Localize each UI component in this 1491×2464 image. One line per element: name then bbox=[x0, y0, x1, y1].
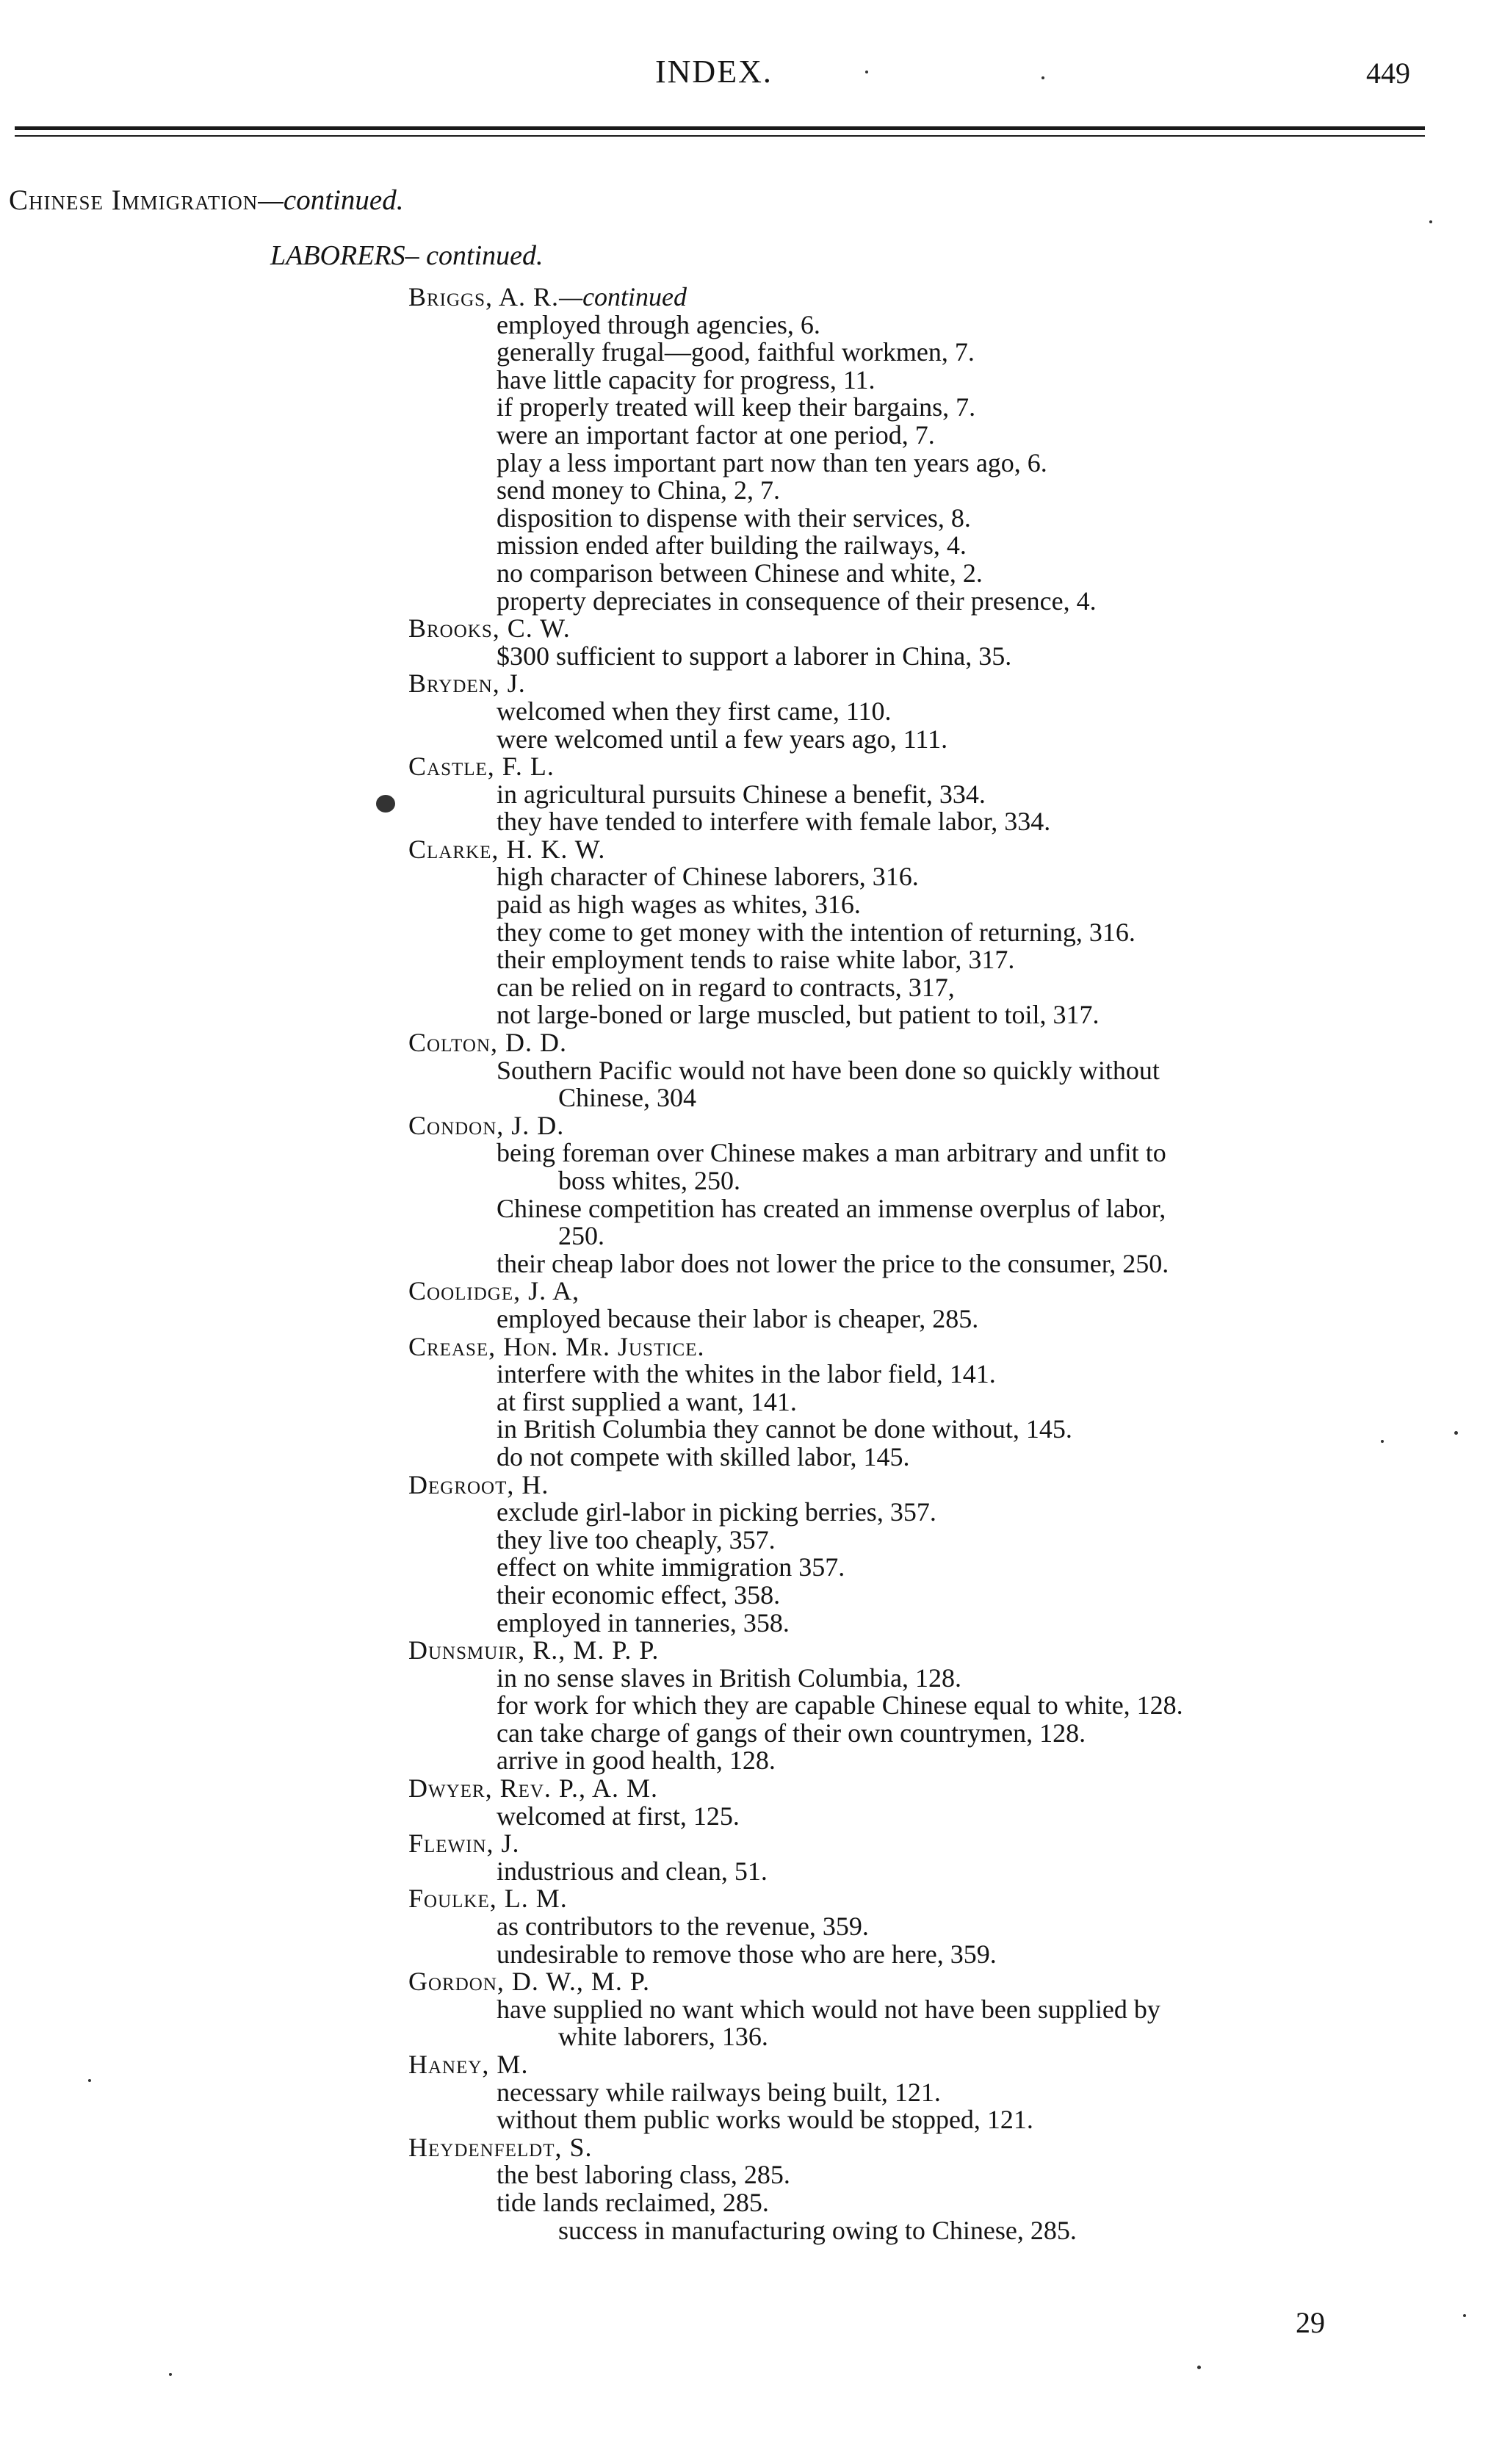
index-name-entry bbox=[0, 1637, 1469, 1665]
index-subentry: in no sense slaves in British Columbia, 128. bbox=[497, 1663, 961, 1693]
index-subentry: were welcomed until a few years ago, 111. bbox=[497, 724, 948, 754]
section-heading-title: Chinese Immigration bbox=[9, 184, 259, 216]
index-name: Condon, J. D. bbox=[408, 1110, 565, 1140]
index-subentry: can be relied on in regard to contracts, 317, bbox=[497, 972, 955, 1002]
index-subentry: necessary while railways being built, 121. bbox=[497, 2077, 941, 2107]
index-subentry: send money to China, 2, 7. bbox=[497, 475, 780, 505]
scan-speck bbox=[1429, 220, 1432, 223]
index-subentry: employed in tanneries, 358. bbox=[497, 1607, 790, 1638]
index-subentry-continuation: white laborers, 136. bbox=[558, 2022, 768, 2052]
section-heading-continued: —continued. bbox=[258, 184, 404, 216]
scan-speck bbox=[1197, 2366, 1201, 2369]
index-name: Haney, M. bbox=[408, 2050, 529, 2079]
index-name: Castle, F. L. bbox=[408, 752, 555, 782]
index-subentry: welcomed when they first came, 110. bbox=[497, 696, 892, 726]
index-name-entry bbox=[0, 670, 1469, 698]
index-subentry: generally frugal—good, faithful workmen, 7. bbox=[497, 337, 975, 367]
index-name: Foulke, L. M. bbox=[408, 1884, 568, 1914]
index-subentry: play a less important part now than ten years ago, 6. bbox=[497, 447, 1047, 478]
index-subentry: in British Columbia they cannot be done without, 145. bbox=[497, 1414, 1072, 1444]
index-subentry: not large-boned or large muscled, but patient to toil, 317. bbox=[497, 1000, 1100, 1030]
header-rule-thin bbox=[15, 135, 1425, 137]
index-name: Bryden, J. bbox=[408, 669, 526, 699]
index-name-entry bbox=[0, 1885, 1469, 1913]
index-subentry: in agricultural pursuits Chinese a benefit, 334. bbox=[497, 779, 986, 809]
index-subentry: $300 sufficient to support a laborer in China, 35. bbox=[497, 641, 1012, 671]
index-name-entry bbox=[0, 2134, 1469, 2162]
index-subentry: exclude girl-labor in picking berries, 357. bbox=[497, 1497, 936, 1527]
scan-speck bbox=[1463, 2314, 1466, 2317]
index-name: Degroot, H. bbox=[408, 1469, 549, 1499]
index-subentry: mission ended after building the railways, 4. bbox=[497, 530, 967, 561]
section-heading bbox=[9, 184, 403, 217]
index-subentry-continuation: 250. bbox=[558, 1221, 604, 1251]
index-subentry: high character of Chinese laborers, 316. bbox=[497, 862, 919, 892]
index-name-entry bbox=[0, 1333, 1469, 1361]
index-subentry: they come to get money with the intention of returning, 316. bbox=[497, 917, 1136, 947]
scan-speck bbox=[88, 2079, 91, 2082]
index-name: Brooks, C. W. bbox=[408, 613, 571, 644]
subsection-heading-continued: – continued. bbox=[405, 240, 544, 271]
scan-speck bbox=[376, 795, 395, 813]
index-name-entry bbox=[0, 753, 1469, 781]
index-entries bbox=[0, 284, 1469, 2244]
index-name-entry bbox=[0, 1029, 1469, 1057]
index-subentry: being foreman over Chinese makes a man arbitrary and unfit to bbox=[497, 1138, 1166, 1168]
index-subentry: employed because their labor is cheaper, 285. bbox=[497, 1303, 979, 1333]
index-subentry: can take charge of gangs of their own countrymen, 128. bbox=[497, 1718, 1086, 1748]
index-subentry: employed through agencies, 6. bbox=[497, 309, 820, 339]
index-subentry: no comparison between Chinese and white, 2. bbox=[497, 558, 983, 588]
index-name: Colton, D. D. bbox=[408, 1028, 567, 1058]
index-name-entry bbox=[0, 284, 1469, 311]
index-subentry: they live too cheaply, 357. bbox=[497, 1524, 776, 1555]
scan-speck bbox=[865, 71, 868, 73]
index-subentry: without them public works would be stopped, 121. bbox=[497, 2105, 1033, 2135]
running-head bbox=[0, 53, 1491, 97]
index-name: Heydenfeldt, S. bbox=[408, 2132, 593, 2162]
index-name-entry bbox=[0, 1968, 1469, 1996]
subsection-heading-title: LABORERS bbox=[270, 240, 405, 271]
scan-speck bbox=[1041, 76, 1044, 79]
index-subentry: Chinese competition has created an immense overplus of labor, bbox=[497, 1193, 1166, 1223]
index-subentry: Southern Pacific would not have been done so quickly without bbox=[497, 1055, 1160, 1085]
header-rule-thick bbox=[15, 126, 1425, 130]
index-subentry: tide lands reclaimed, 285. bbox=[497, 2187, 769, 2217]
index-subentry: their cheap labor does not lower the price to the consumer, 250. bbox=[497, 1248, 1169, 1278]
index-subentry: paid as high wages as whites, 316. bbox=[497, 890, 861, 920]
index-name-entry bbox=[0, 1775, 1469, 1803]
index-subentry: welcomed at first, 125. bbox=[497, 1801, 740, 1831]
index-subentry: at first supplied a want, 141. bbox=[497, 1386, 797, 1416]
index-subentry-continuation: success in manufacturing owing to Chinese, 285. bbox=[558, 2215, 1077, 2245]
subsection-heading bbox=[270, 239, 544, 272]
index-subentry: they have tended to interfere with female labor, 334. bbox=[497, 807, 1051, 837]
scan-speck bbox=[169, 2373, 172, 2376]
index-subentry: undesirable to remove those who are here, 359. bbox=[497, 1939, 997, 1969]
running-title: INDEX. bbox=[655, 54, 773, 90]
index-subentry-continuation: boss whites, 250. bbox=[558, 1166, 741, 1195]
index-subentry: the best laboring class, 285. bbox=[497, 2160, 790, 2190]
index-subentry: effect on white immigration 357. bbox=[497, 1552, 845, 1582]
index-subentry-continuation: Chinese, 304 bbox=[558, 1083, 696, 1113]
index-subentry: arrive in good health, 128. bbox=[497, 1746, 776, 1776]
index-name-entry bbox=[0, 1471, 1469, 1499]
index-name: Dwyer, Rev. P., A. M. bbox=[408, 1773, 658, 1804]
index-name: Briggs, A. R. bbox=[408, 282, 560, 311]
index-subentry: their economic effect, 358. bbox=[497, 1579, 781, 1610]
index-name-entry bbox=[0, 1830, 1469, 1858]
signature-mark: 29 bbox=[1296, 2306, 1325, 2339]
index-name: Crease, Hon. Mr. Justice. bbox=[408, 1331, 705, 1361]
index-subentry: do not compete with skilled labor, 145. bbox=[497, 1441, 910, 1471]
index-name-entry bbox=[0, 836, 1469, 864]
index-name-suffix: —continued bbox=[559, 282, 687, 311]
index-subentry: interfere with the whites in the labor field, 141. bbox=[497, 1359, 996, 1389]
index-subentry: have supplied no want which would not have been supplied by bbox=[497, 1994, 1160, 2024]
index-subentry: have little capacity for progress, 11. bbox=[497, 364, 876, 395]
index-name: Clarke, H. K. W. bbox=[408, 834, 606, 864]
index-subentry: for work for which they are capable Chinese equal to white, 128. bbox=[497, 1690, 1183, 1721]
index-name-entry bbox=[0, 615, 1469, 643]
index-subentry: industrious and clean, 51. bbox=[497, 1856, 768, 1886]
index-name-entry bbox=[0, 1278, 1469, 1305]
index-subentry: their employment tends to raise white labor, 317. bbox=[497, 945, 1015, 975]
index-subentry: were an important factor at one period, 7. bbox=[497, 419, 935, 450]
index-subentry: disposition to dispense with their services, 8. bbox=[497, 502, 971, 533]
index-subentry: as contributors to the revenue, 359. bbox=[497, 1912, 869, 1942]
index-subentry: property depreciates in consequence of their presence, 4. bbox=[497, 586, 1097, 616]
index-subentry: if properly treated will keep their bargains, 7. bbox=[497, 392, 976, 422]
index-name: Gordon, D. W., M. P. bbox=[408, 1967, 650, 1997]
index-name: Flewin, J. bbox=[408, 1829, 520, 1859]
index-name: Coolidge, J. A, bbox=[408, 1276, 580, 1306]
scan-speck bbox=[1381, 1440, 1384, 1443]
scan-speck bbox=[1454, 1431, 1458, 1435]
index-name-entry bbox=[0, 2051, 1469, 2079]
index-name-entry bbox=[0, 1112, 1469, 1140]
page-number: 449 bbox=[1366, 57, 1410, 90]
index-name: Dunsmuir, R., M. P. P. bbox=[408, 1635, 660, 1665]
